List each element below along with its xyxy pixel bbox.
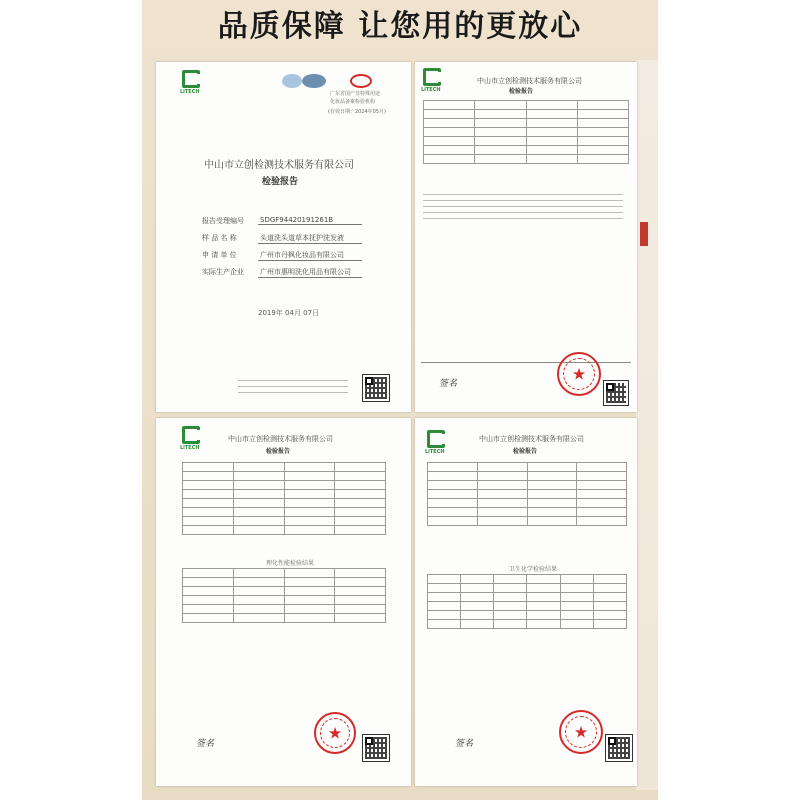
report-title: 检验报告 — [509, 88, 534, 95]
info-table — [427, 462, 627, 526]
divider — [421, 362, 631, 363]
footer-text-lines — [238, 380, 348, 398]
litech-logo-icon: LiTECH — [427, 430, 449, 452]
report-sheet-main: LiTECH 广东省国产非特殊用途 化妆品备案检验机构 (有效日期：2024年05月) 中山市立创检测技术服务有限公司 检验报告 报告受理编号 SDGF94420191261B 样 品 名 称 头道洗头道草本抚护洗发液 申 请 单 位 广州市丹枫化妆品有限公司 实际生产企业 广州市惠明洗化用品有限公司 2019年 04月 07日 — [156, 62, 411, 412]
results-table — [427, 574, 627, 629]
report-sheet-top-right — [415, 62, 637, 412]
report-company: 中山市立创检测技术服务有限公司 — [479, 435, 584, 443]
report-date: 2019年 04月 07日 — [258, 309, 320, 317]
page-headline: 品质保障 让您用的更放心 — [217, 9, 583, 44]
report-company: 中山市立创检测技术服务有限公司 — [477, 77, 582, 85]
cma-badge-icon — [350, 74, 372, 88]
report-company: 中山市立创检测技术服务有限公司 — [228, 435, 333, 443]
table-title: 卫生化学检验结果 — [509, 566, 558, 573]
report-sheet-bottom-left — [156, 418, 411, 786]
ilac-badge-icon — [282, 74, 302, 88]
info-table — [423, 100, 629, 164]
report-sheet-bottom-right — [415, 418, 637, 786]
accent-mark — [640, 222, 648, 246]
results-table — [182, 568, 386, 623]
red-stamp-icon: ★ — [557, 352, 601, 396]
signature: 签名 — [439, 379, 458, 389]
qr-code-icon — [605, 734, 633, 762]
litech-logo-icon: LiTECH — [423, 68, 445, 90]
red-stamp-icon: ★ — [314, 712, 356, 754]
table-title: 理化性能检验结果 — [266, 560, 315, 567]
report-title: 检验报告 — [262, 177, 299, 187]
info-table — [182, 462, 386, 535]
report-title: 检验报告 — [513, 448, 538, 455]
cert-text-2: 化妆品备案检验机构 — [330, 99, 376, 105]
red-stamp-icon: ★ — [559, 710, 603, 754]
cert-text-1: 广东省国产非特殊用途 — [330, 91, 381, 97]
side-strip — [636, 60, 658, 790]
conclusion-text-lines — [423, 194, 623, 224]
report-title: 检验报告 — [266, 448, 291, 455]
qr-code-icon — [362, 734, 390, 762]
cert-date: (有效日期：2024年05月) — [328, 109, 386, 115]
litech-logo-icon: LiTECH — [182, 426, 204, 448]
qr-code-icon — [362, 374, 390, 402]
signature: 签名 — [196, 739, 215, 749]
litech-logo-icon: LiTECH — [182, 70, 204, 92]
report-company: 中山市立创检测技术服务有限公司 — [204, 160, 354, 171]
cnas-badge-icon — [302, 74, 326, 88]
qr-code-icon — [603, 380, 629, 406]
signature: 签名 — [455, 739, 474, 749]
